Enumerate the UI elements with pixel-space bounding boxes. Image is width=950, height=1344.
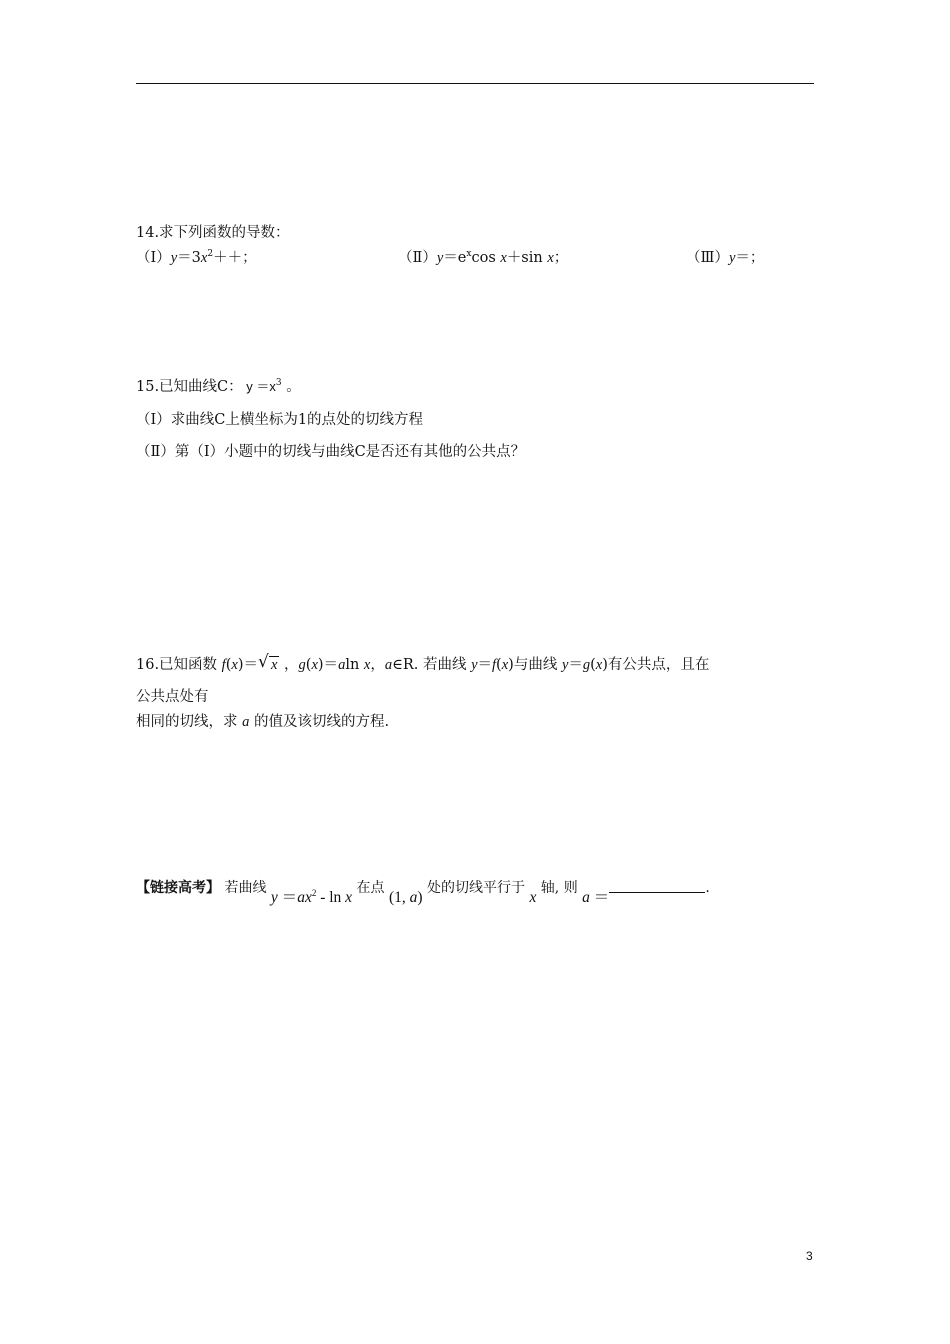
page-number: 3: [806, 1249, 813, 1263]
q14-title: 14.求下列函数的导数：: [136, 225, 290, 241]
q14-part1: $(Ⅰ)y=3x^2++$；: [136, 249, 257, 266]
q14-part3: （Ⅲ）y＝；: [686, 250, 765, 266]
header-rule: [136, 83, 814, 84]
q14-part2: $(Ⅱ)y=e^x\cos$ x＋sin x；: [398, 249, 569, 266]
q15-title: 15.已知曲线C： $y =x^3$ 。: [136, 378, 301, 395]
q15-part1: （Ⅰ）求曲线C上横坐标为1的点处的切线方程: [136, 412, 424, 428]
q16-line1: 16.已知函数 f(x)＝ √ x ，g(x)＝aln x，a∈R. 若曲线 y＝f(x)与曲线 y＝g(x)有公共点，且在: [136, 652, 710, 673]
sqrt-symbol: √ x: [257, 652, 278, 673]
link-gaokao: 【链接高考】 若曲线 $y =ax^2 - \ln x$ 在点 (1, a) 处的切线平行于 x 轴, 则 a ＝.: [136, 880, 710, 906]
answer-blank[interactable]: [609, 884, 705, 893]
q15-part2: （Ⅱ）第（Ⅰ）小题中的切线与曲线C是否还有其他的公共点？: [136, 444, 526, 460]
q16-line3: 相同的切线，求 a 的值及该切线的方程.: [136, 714, 390, 730]
q16-line2: 公共点处有: [136, 689, 209, 705]
